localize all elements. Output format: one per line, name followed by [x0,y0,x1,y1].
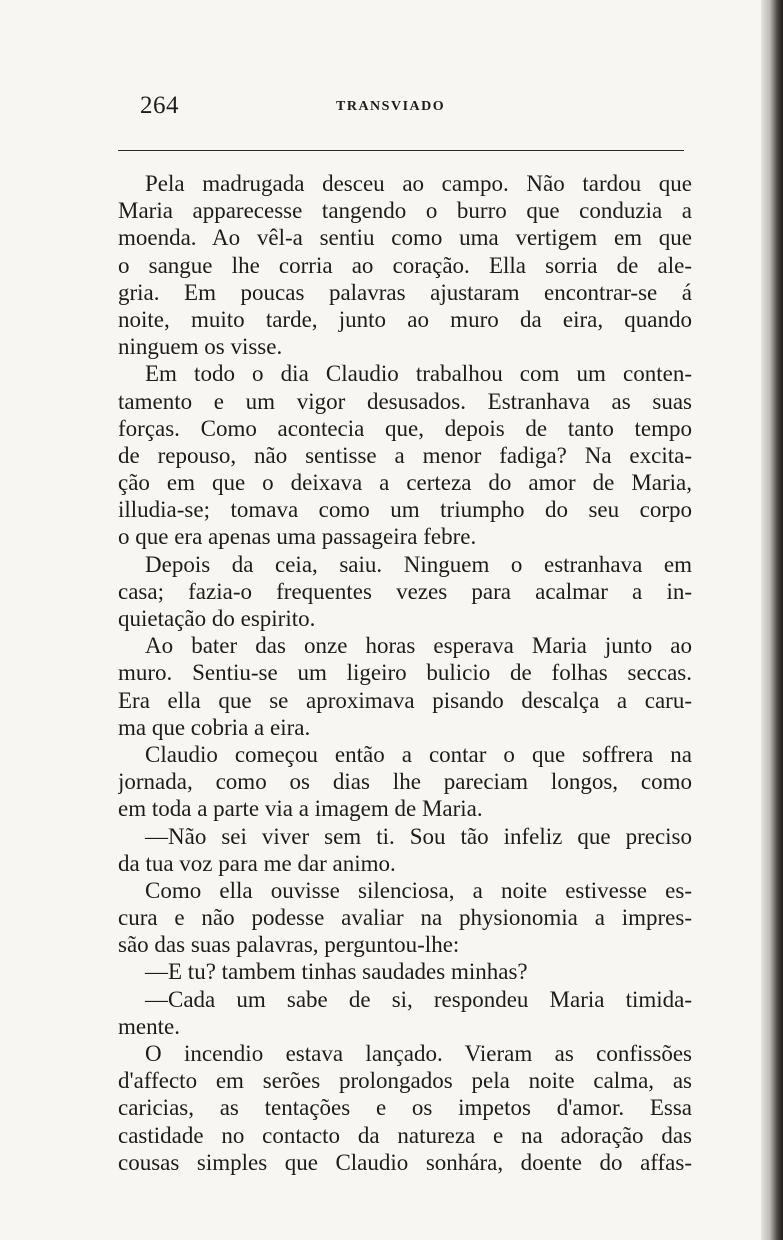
text-line: caricias, as tentações e os impetos d'amor. Essa [118,1095,692,1121]
text-line: jornada, como os dias lhe pareciam longos, como [118,769,692,795]
text-line: castidade no contacto da natureza e na adoração das [118,1122,692,1148]
text-line: Maria apparecesse tangendo o burro que conduzia a [118,198,692,224]
paragraph [118,170,692,360]
text-line: de repouso, não sentisse a menor fadiga? Na excita- [118,442,692,468]
text-line: Pela madrugada desceu ao campo. Não tardou que [145,171,692,196]
text-line: mente. [118,1013,180,1039]
paragraph [118,877,692,959]
text-line: ma que cobria a eira. [118,714,311,740]
text-line: —Não sei viver sem ti. Sou tão infeliz que preciso [145,823,692,849]
text-line: d'affecto em serões prolongados pela noite calma, as [118,1068,692,1094]
text-line: Em todo o dia Claudio trabalhou com um conten- [145,361,692,387]
page-number: 264 [140,92,179,119]
text-line: cura e não podesse avaliar na physionomia a impres- [118,905,692,931]
header-rule [118,150,684,151]
text-line: gria. Em poucas palavras ajustaram encontrar-se á [118,279,692,305]
text-line: cousas simples que Claudio sonhára, doente do affas- [118,1149,692,1175]
text-line: casa; fazia-o frequentes vezes para acalmar a in- [118,578,692,604]
text-line: noite, muito tarde, junto ao muro da eira, quando [118,306,692,332]
text-line: muro. Sentiu-se um ligeiro bulicio de folhas seccas. [118,660,692,686]
text-line: Claudio começou então a contar o que soffrera na [145,741,692,767]
page-edge-shadow [761,0,783,1240]
text-line: ção em que o deixava a certeza do amor de Maria, [118,470,692,496]
running-title: TRANSVIADO [336,99,446,114]
text-line: da tua voz para me dar animo. [118,850,396,876]
paragraph [118,958,692,985]
text-line: o sangue lhe corria ao coração. Ella sorria de ale- [118,252,692,278]
page-header [140,92,700,122]
body-text [118,170,692,1176]
text-line: são das suas palavras, perguntou-lhe: [118,932,460,958]
text-line: Depois da ceia, saiu. Ninguem o estranhava em [145,551,692,577]
text-line: Ao bater das onze horas esperava Maria junto ao [145,633,692,659]
text-line: o que era apenas uma passageira febre. [118,524,477,550]
paragraph [118,1040,692,1176]
text-line: —E tu? tambem tinhas saudades minhas? [145,959,528,985]
text-line: ninguem os visse. [118,334,283,360]
text-line: Como ella ouvisse silenciosa, a noite estivesse es- [145,877,692,903]
text-line: em toda a parte via a imagem de Maria. [118,796,483,822]
text-line: tamento e um vigor desusados. Estranhava as suas [118,388,692,414]
paragraph [118,360,692,550]
paragraph [118,823,692,877]
paragraph [118,551,692,633]
text-line: Era ella que se aproximava pisando descalça a caru- [118,687,692,713]
text-line: illudia-se; tomava como um triumpho do seu corpo [118,497,692,523]
text-line: —Cada um sabe de si, respondeu Maria timida- [145,986,692,1012]
paragraph [118,986,692,1040]
text-line: moenda. Ao vêl-a sentiu como uma vertigem em que [118,225,692,251]
text-line: quietação do espirito. [118,606,316,631]
text-line: O incendio estava lançado. Vieram as confissões [145,1041,692,1066]
text-line: forças. Como acontecia que, depois de tanto tempo [118,415,692,441]
paragraph [118,741,692,823]
paragraph [118,632,692,741]
